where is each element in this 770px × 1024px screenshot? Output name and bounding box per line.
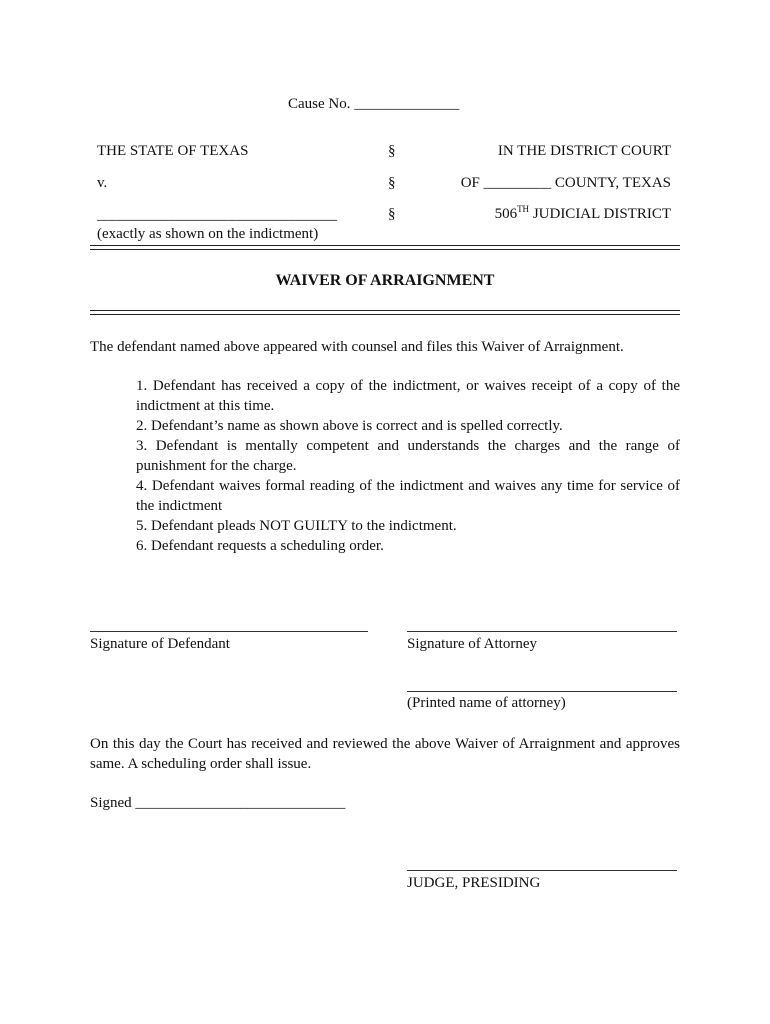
court-approval-paragraph: On this day the Court has received and reviewed the above Waiver of Arraignment and approves same. A scheduling order shall issue. (90, 736, 680, 772)
attorney-printed-name-line[interactable] (407, 691, 677, 692)
attorney-printed-name-label: (Printed name of attorney) (407, 695, 566, 711)
divider-line (90, 310, 680, 311)
versus: v. (97, 175, 108, 191)
list-item: 4. Defendant waives formal reading of the indictment and waives any time for service of the indictment (136, 478, 680, 514)
cause-blank: ______________ (354, 96, 460, 112)
state-of-texas: THE STATE OF TEXAS (97, 143, 249, 159)
list-item: 6. Defendant requests a scheduling order. (136, 538, 384, 554)
cause-number (288, 95, 459, 113)
attorney-signature-label: Signature of Attorney (407, 636, 537, 652)
intro-paragraph: The defendant named above appeared with counsel and files this Waiver of Arraignment. (90, 339, 624, 355)
judge-label: JUDGE, PRESIDING (407, 875, 541, 891)
cause-label: Cause No. (288, 96, 351, 112)
list-item: 2. Defendant’s name as shown above is correct and is spelled correctly. (136, 418, 563, 434)
court-name: IN THE DISTRICT COURT (497, 143, 671, 159)
signed-label: Signed (90, 795, 132, 811)
judge-signature-line[interactable] (407, 870, 677, 871)
section-symbol: § (388, 143, 396, 159)
county-line: OF _________ COUNTY, TEXAS (460, 175, 671, 191)
judicial-district (495, 205, 671, 223)
district-number: 506 (494, 206, 518, 222)
divider-line (90, 314, 680, 315)
list-item: 1. Defendant has received a copy of the indictment, or waives receipt of a copy of the indictment at this time. (136, 378, 680, 414)
document-title: WAIVER OF ARRAIGNMENT (275, 272, 495, 289)
list-item: 5. Defendant pleads NOT GUILTY to the indictment. (136, 518, 457, 534)
signed-line (90, 794, 345, 812)
divider-line (90, 245, 680, 246)
defendant-note: (exactly as shown on the indictment) (97, 226, 319, 242)
signed-blank: ____________________________ (135, 795, 346, 811)
section-symbol: § (388, 175, 396, 191)
district-suffix: TH (517, 204, 530, 214)
defendant-signature-line[interactable] (90, 631, 368, 632)
divider-line (90, 249, 680, 250)
district-label: JUDICIAL DISTRICT (529, 206, 671, 222)
defendant-name-blank: ________________________________ (97, 207, 337, 223)
list-item: 3. Defendant is mentally competent and understands the charges and the range of punishment for the charge. (136, 438, 680, 474)
attorney-signature-line[interactable] (407, 631, 677, 632)
defendant-signature-label: Signature of Defendant (90, 636, 230, 652)
section-symbol: § (388, 206, 396, 222)
